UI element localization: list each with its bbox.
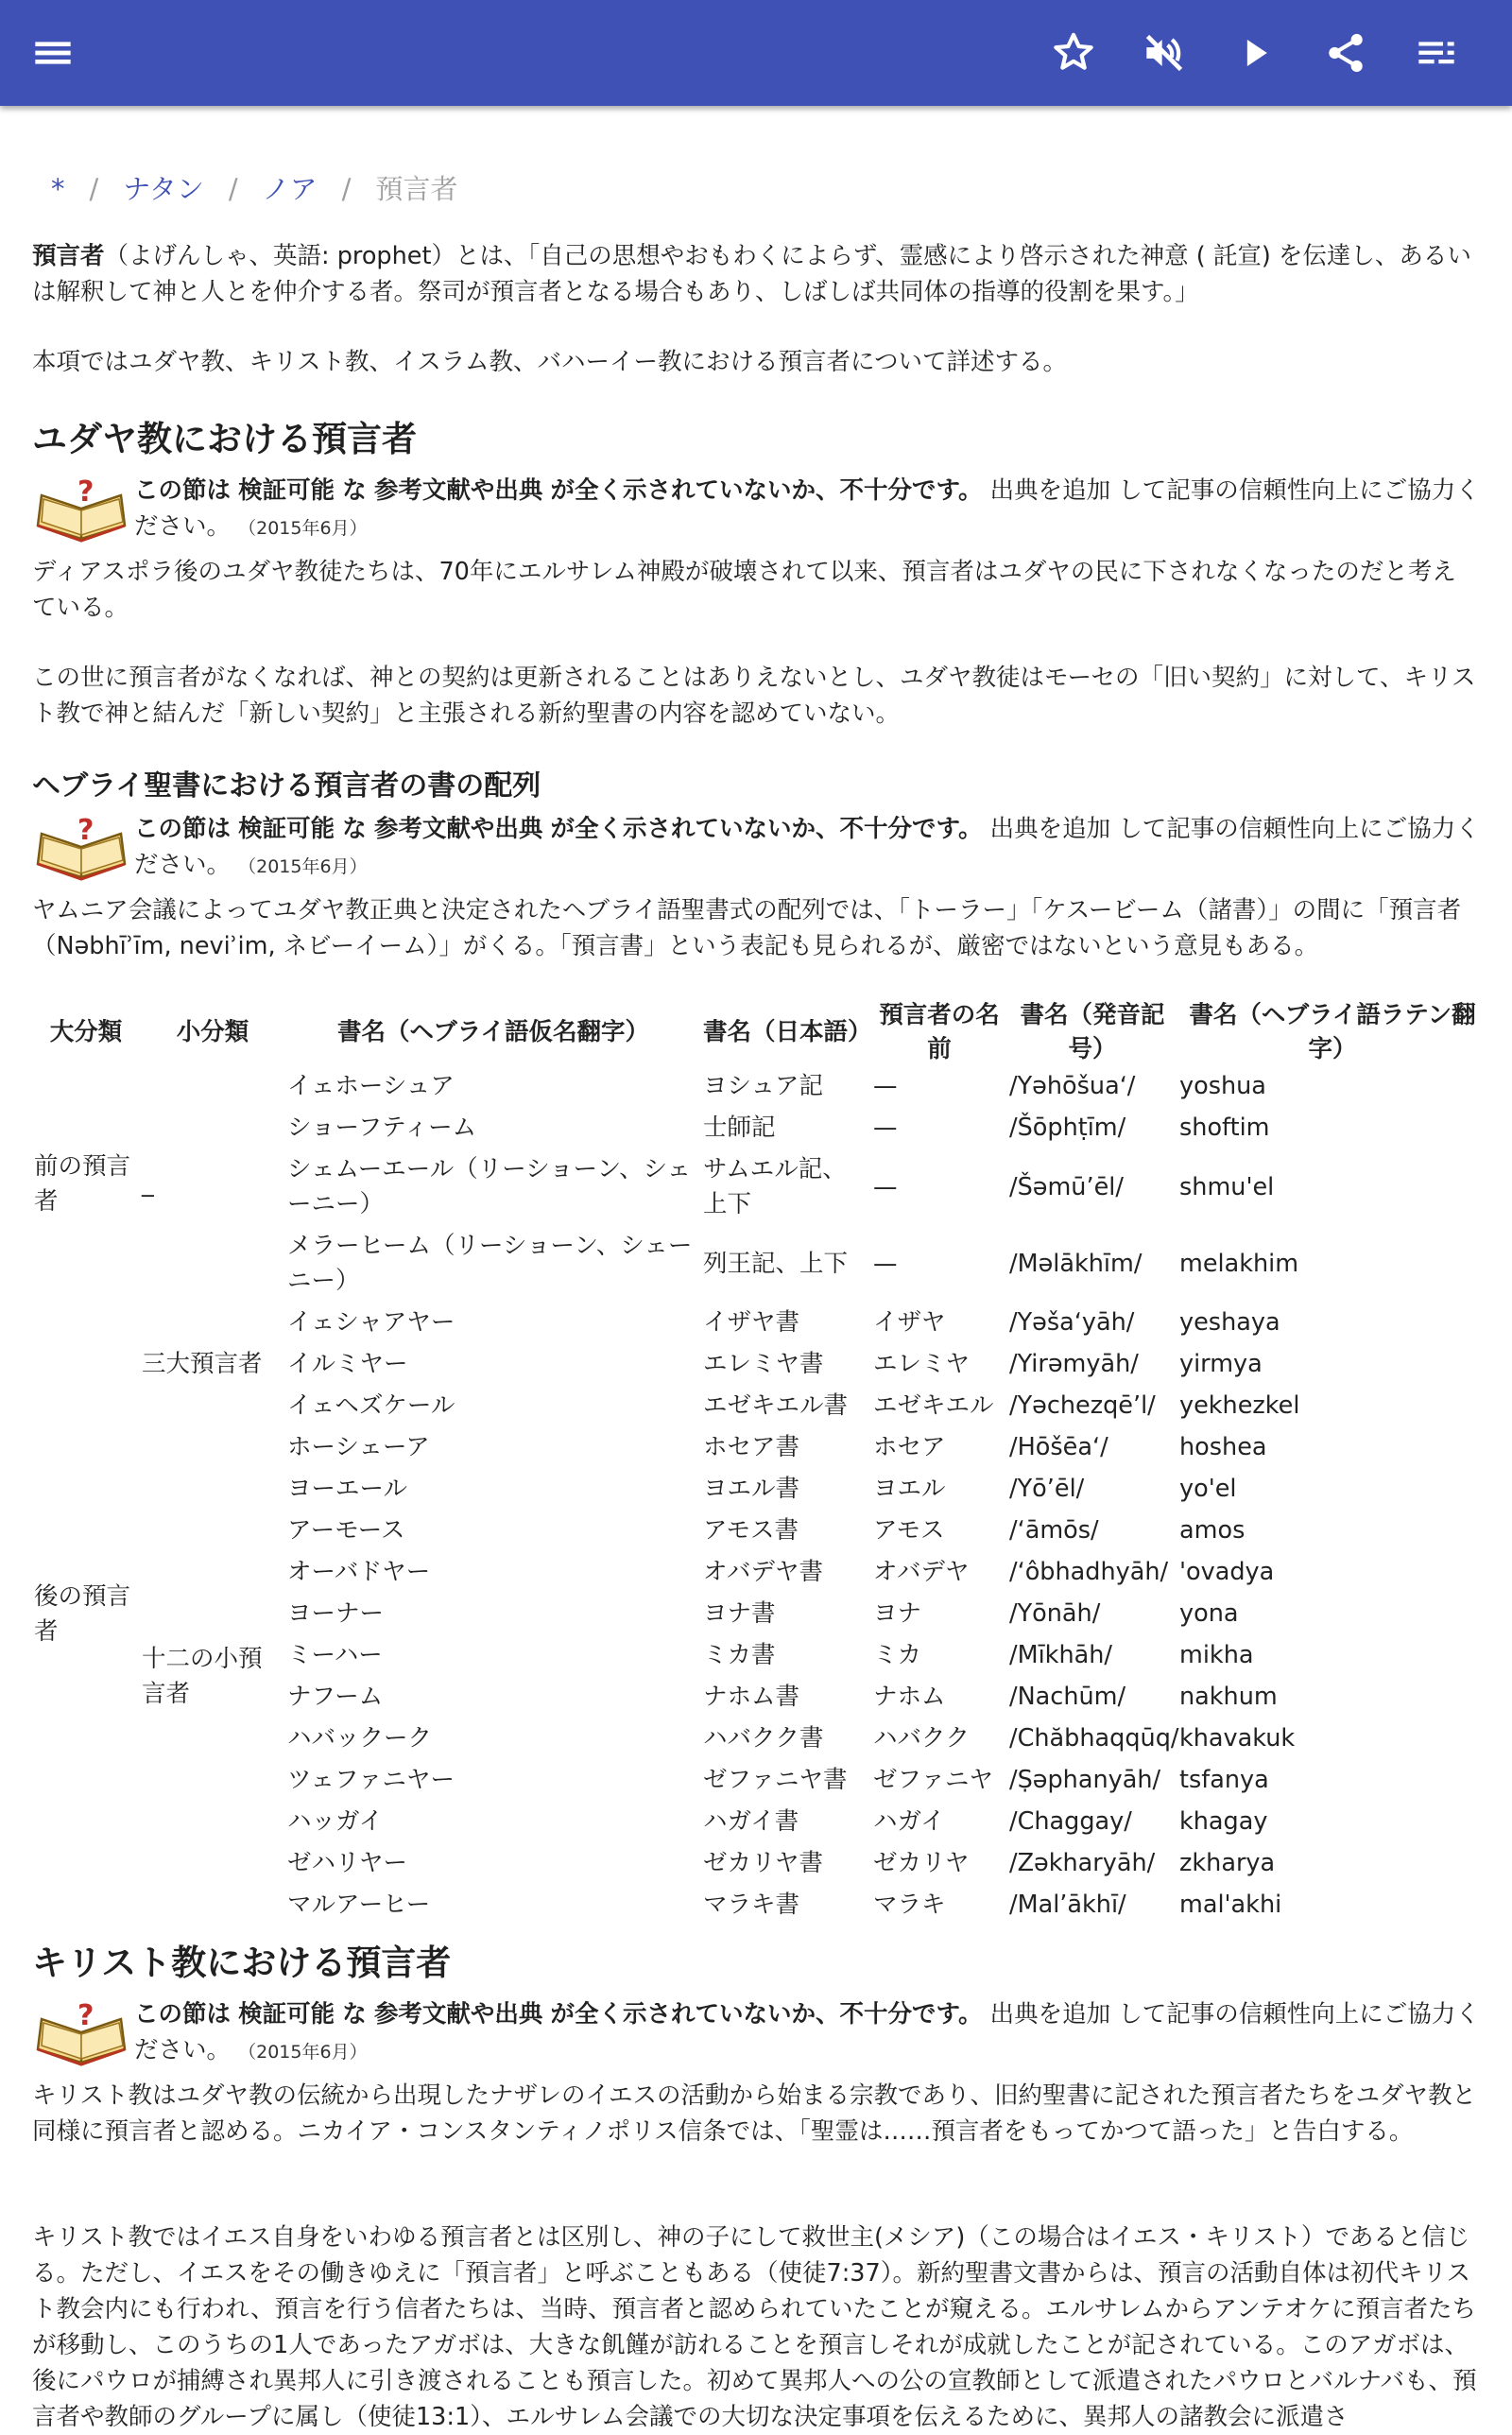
table-cell: ヨシュア記 [703, 1072, 823, 1100]
menu-icon[interactable] [26, 26, 79, 79]
table-cell: /Yōʼēl/ [1009, 1475, 1085, 1503]
table-cell: イザヤ書 [703, 1308, 800, 1337]
table-cell: ハバクク [873, 1724, 971, 1753]
table-cell: yona [1179, 1599, 1239, 1628]
table-cell: ゼハリヤー [287, 1849, 407, 1877]
table-cell: shmu'el [1179, 1172, 1275, 1201]
table-cell: オバデヤ書 [703, 1558, 823, 1586]
svg-text:?: ? [77, 1999, 94, 2032]
breadcrumb-separator: / [341, 173, 352, 205]
minor-category-cell: 十二の小預言者 [142, 1644, 263, 1708]
table-cell: ショーフティーム [287, 1114, 477, 1142]
table-cell: tsfanya [1179, 1766, 1269, 1794]
table-cell: yoshua [1179, 1072, 1266, 1100]
table-cell: エレミヤ書 [703, 1350, 824, 1378]
citation-notice-text: この節は 検証可能 な 参考文献や出典 が全く示されていないか、不十分です。 出典を追加 して記事の信頼性向上にご協力ください。 （2015年6月） [134, 815, 1480, 879]
table-cell: イルミヤー [287, 1350, 408, 1378]
table-cell: zkharya [1179, 1849, 1276, 1877]
minor-category-cell: 三大預言者 [142, 1350, 263, 1378]
table-cell: khavakuk [1179, 1724, 1296, 1753]
table-cell: サムエル記、上下 [703, 1155, 847, 1218]
table-cell: — [873, 1172, 898, 1201]
table-cell: /Yəšaʻyāh/ [1009, 1308, 1135, 1337]
table-row [32, 1066, 1487, 1108]
table-cell: ホセア書 [703, 1433, 800, 1461]
table-cell: /Yəhōšuaʻ/ [1009, 1072, 1136, 1100]
table-cell: ナホム書 [703, 1683, 800, 1711]
book-question-icon [34, 811, 129, 883]
section-heading-hebrew-order: ヘブライ聖書における預言者の書の配列 [32, 769, 541, 803]
section-heading-christianity: キリスト教における預言者 [32, 1943, 452, 1983]
breadcrumb-current: 預言者 [375, 173, 458, 205]
christianity-paragraph-2: キリスト教ではイエス自身をいわゆる預言者とは区別し、神の子にして救世主(メシア)（この場合はイエス・キリスト）であると信じる。ただし、イエスをその働きゆえに「預言者」と呼ぶこともある（使徒7:37）。新約聖書文書からは、預言の活動自体は初代キリスト教会内にも行われ、預言を行う信者たちは、当時、預言者と認められていたことが窺える。エルサレムからアンテオケに預言者たちが移動し、このうちの1人であったアガボは、大きな飢饉が訪れることを預言しそれが成就したことが記されている。このアガボは、後にパウロが捕縛され異邦人に引き渡されることも預言した。初めて異邦人への公の宣教師として派遣されたパウロとバルナバも、預言者や教師のグループに属し（使徒13:1）、エルサレム会議での大切な決定事項を伝えるために、異邦人の諸教会に派遣さ [32, 2223, 1477, 2431]
table-header: 小分類 [176, 1018, 249, 1046]
table-row [32, 1303, 1487, 1344]
table-cell: /Yirəmyāh/ [1009, 1350, 1139, 1378]
table-cell: ゼカリヤ書 [703, 1849, 823, 1877]
table-cell: amos [1179, 1516, 1246, 1545]
table-cell: アモス [873, 1516, 945, 1545]
table-cell: /Chăbhaqqūq/ [1009, 1724, 1179, 1753]
svg-text:?: ? [77, 814, 94, 847]
playlist-icon[interactable] [1410, 26, 1463, 79]
table-cell: yirmya [1179, 1350, 1263, 1378]
table-cell: ナホム [873, 1683, 946, 1711]
volume-off-icon[interactable] [1138, 26, 1191, 79]
table-cell: ツェファニヤー [287, 1766, 455, 1794]
table-cell: ミーハー [287, 1641, 383, 1669]
table-cell: mal'akhi [1179, 1891, 1282, 1919]
table-cell: 列王記、上下 [703, 1249, 849, 1278]
table-cell: ヨナ [873, 1599, 922, 1628]
svg-text:?: ? [77, 475, 94, 509]
table-cell: khagay [1179, 1807, 1268, 1836]
table-cell: エレミヤ [873, 1350, 971, 1378]
table-cell: ハバクク書 [703, 1724, 824, 1753]
table-cell: /Mīkhāh/ [1009, 1641, 1112, 1669]
table-cell: — [873, 1072, 898, 1100]
table-cell: /Nachūm/ [1009, 1683, 1126, 1711]
table-cell: /ʻāmōs/ [1009, 1516, 1099, 1545]
table-cell: アーモース [287, 1516, 405, 1545]
table-cell: ミカ書 [703, 1641, 776, 1669]
table-cell: ナフーム [287, 1683, 384, 1711]
table-cell: ハガイ [873, 1807, 945, 1836]
table-cell: /Hōšēaʻ/ [1009, 1433, 1108, 1461]
table-cell: /Chaggay/ [1009, 1807, 1132, 1836]
table-header: 書名（ヘブライ語仮名翻字） [337, 1018, 649, 1046]
share-icon[interactable] [1319, 26, 1372, 79]
table-header: 書名（日本語） [703, 1018, 872, 1046]
table-cell: yeshaya [1179, 1308, 1280, 1337]
table-cell: シェムーエール（リーショーン、シェーニー） [287, 1155, 692, 1218]
table-cell: マラキ書 [703, 1891, 800, 1919]
breadcrumb-separator: / [228, 173, 238, 205]
table-cell: ハバックーク [287, 1724, 433, 1753]
jesus-of-nazareth-link[interactable]: ナザレのイエス [490, 2081, 657, 2110]
notice-date: （2015年6月） [238, 518, 368, 539]
hebrew-order-paragraph: ヤムニア会議によってユダヤ教正典と決定されたヘブライ語聖書式の配列では、「トーラー」「ケスービーム（諸書）」の間に「預言者（Nəbhīʾīm, neviʾim, ネビーイーム）」がくる。「預言書」という表記も見られるが、厳密ではないという意見もある。 [32, 896, 1462, 960]
table-cell: nakhum [1179, 1683, 1278, 1711]
table-cell: — [873, 1114, 898, 1142]
intro-scope: 本項ではユダヤ教、キリスト教、イスラム教、バハーイー教における預言者について詳述する。 [32, 348, 1067, 376]
major-category-cell: 後の預言者 [34, 1581, 131, 1646]
table-cell: /Məlākhīm/ [1009, 1249, 1143, 1278]
table-row [32, 1427, 1487, 1469]
star-outline-icon[interactable] [1047, 26, 1100, 79]
table-cell: /Šōphṭīm/ [1009, 1114, 1126, 1142]
table-header-row [32, 998, 1487, 1066]
table-cell: ホセア [873, 1433, 946, 1461]
breadcrumb-separator: / [89, 173, 99, 205]
table-cell: /Zəkharyāh/ [1009, 1849, 1156, 1877]
table-cell: イザヤ [873, 1308, 946, 1337]
table-cell: オーバドヤー [287, 1558, 431, 1586]
table-cell: /Yōnāh/ [1009, 1599, 1101, 1628]
book-question-icon [34, 1996, 129, 2068]
play-icon[interactable] [1228, 26, 1281, 79]
table-cell: 士師記 [703, 1114, 776, 1142]
table-cell: shoftim [1179, 1114, 1270, 1142]
breadcrumb-noah[interactable]: ノア [262, 173, 318, 205]
table-cell: melakhim [1179, 1249, 1299, 1278]
table-cell: yekhezkel [1179, 1391, 1300, 1420]
table-cell: mikha [1179, 1641, 1254, 1669]
table-cell: /Malʼākhī/ [1009, 1891, 1126, 1919]
minor-category-cell: _ [142, 1169, 154, 1198]
table-header: 大分類 [49, 1018, 123, 1046]
table-cell: ヨエル書 [703, 1475, 800, 1503]
citation-notice-text: この節は 検証可能 な 参考文献や出典 が全く示されていないか、不十分です。 出典を追加 して記事の信頼性向上にご協力ください。 （2015年6月） [134, 476, 1480, 541]
table-cell: ホーシェーア [287, 1433, 430, 1461]
intro-text: （よげんしゃ、英語: prophet）とは、「自己の思想やおもわくによらず、霊感により啓示された神意 ( 託宣) を伝達し、あるいは解釈して神と人とを仲介する者。祭司が預言者となる場合もあり、しばしば共同体の指導的役割を果す。」 [32, 242, 1471, 306]
table-cell: イェヘズケール [287, 1391, 455, 1420]
table-cell: イェシャアヤー [287, 1308, 455, 1337]
table-cell: /Ṣəphanyāh/ [1009, 1766, 1161, 1794]
table-header: 預言者の名前 [879, 1001, 1000, 1063]
judaism-paragraph-2: この世に預言者がなくなれば、神との契約は更新されることはありえないとし、ユダヤ教徒はモーセの「旧い契約」に対して、キリスト教で神と結んだ「新しい契約」と主張される新約聖書の内容を認めていない。 [32, 664, 1476, 728]
table-cell: マルアーヒー [287, 1891, 431, 1919]
table-cell: ゼファニヤ書 [703, 1766, 848, 1794]
table-cell: エゼキエル [873, 1391, 994, 1420]
table-cell: ヨナ書 [703, 1599, 776, 1628]
table-cell: ヨーエール [287, 1475, 407, 1503]
table-cell: ミカ [873, 1641, 922, 1669]
table-cell: エゼキエル書 [703, 1391, 849, 1420]
judaism-paragraph-1: ディアスポラ後のユダヤ教徒たちは、70年にエルサレム神殿が破壊されて以来、預言者はユダヤの民に下されなくなったのだと考えている。 [32, 558, 1456, 622]
table-header: 書名（ヘブライ語ラテン翻字） [1189, 1001, 1476, 1063]
table-cell: ゼファニヤ [873, 1766, 993, 1794]
breadcrumb-root[interactable]: * [51, 173, 65, 205]
section-heading-judaism: ユダヤ教における預言者 [32, 419, 417, 459]
intro-paragraph [32, 238, 1480, 310]
table-cell: /Yəchezqēʼl/ [1009, 1391, 1156, 1420]
table-cell: yo'el [1179, 1475, 1237, 1503]
prophets-table [32, 998, 1487, 1926]
table-cell: — [873, 1249, 898, 1278]
table-cell: ハガイ書 [703, 1807, 799, 1836]
table-cell: /Šəmūʼēl/ [1009, 1172, 1124, 1201]
table-cell: アモス書 [703, 1516, 799, 1545]
table-cell: hoshea [1179, 1433, 1267, 1461]
breadcrumb [51, 168, 457, 207]
table-cell: /ʻôbhadhyāh/ [1009, 1558, 1169, 1586]
table-cell: ハッガイ [287, 1807, 384, 1836]
table-cell: 'ovadya [1179, 1558, 1275, 1586]
table-cell: メラーヒーム（リーショーン、シェーニー） [287, 1232, 693, 1295]
book-question-icon [34, 473, 129, 544]
intro-term: 預言者 [32, 242, 105, 270]
table-header: 書名（発音記号） [1020, 1001, 1165, 1063]
table-body [32, 1066, 1487, 1926]
table-cell: イェホーシュア [287, 1072, 455, 1100]
christianity-paragraph-1: キリスト教はユダヤ教の伝統から出現したナザレのイエスの活動から始まる宗教であり、旧約聖書に記された預言者たちをユダヤ教と同様に預言者と認める。ニカイア・コンスタンティノポリス信条では、「聖霊は……預言者をもってかつて語った」と告白する。 [32, 2081, 1476, 2146]
table-cell: オバデヤ [873, 1558, 970, 1586]
table-cell: ヨエル [873, 1475, 946, 1503]
breadcrumb-nathan[interactable]: ナタン [123, 173, 204, 205]
major-category-cell: 前の預言者 [34, 1151, 131, 1216]
notice-date: （2015年6月） [238, 856, 368, 877]
notice-date: （2015年6月） [238, 2042, 368, 2063]
table-cell: ゼカリヤ [873, 1849, 970, 1877]
table-cell: ヨーナー [287, 1599, 385, 1628]
table-cell: マラキ [873, 1891, 946, 1919]
app-bar [0, 0, 1512, 106]
citation-notice-text: この節は 検証可能 な 参考文献や出典 が全く示されていないか、不十分です。 出典を追加 して記事の信頼性向上にご協力ください。 （2015年6月） [134, 2000, 1480, 2064]
